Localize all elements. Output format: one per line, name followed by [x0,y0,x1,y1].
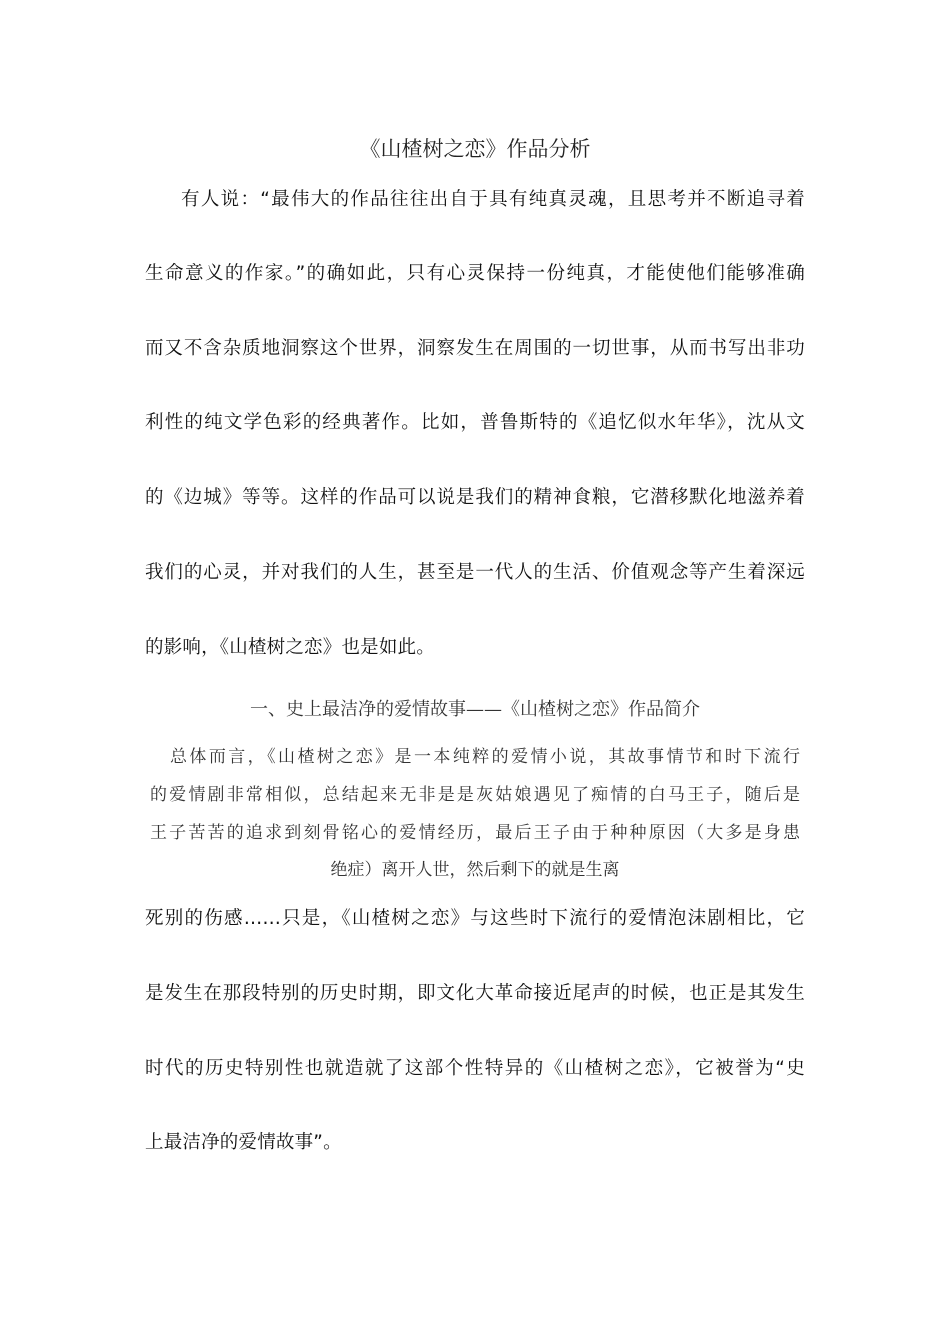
document-title: 《山楂树之恋》作品分析 [359,137,591,161]
intro-line: 利性的纯文学色彩的经典著作。比如，普鲁斯特的《追忆似水年华》，沈从文 [145,412,805,433]
continuation-line: 上最洁净的爱情故事”。 [145,1132,342,1153]
intro-line: 的影响，《山楂树之恋》也是如此。 [145,637,435,658]
intro-line: 有人说：“最伟大的作品往往出自于具有纯真灵魂，且思考并不断追寻着 [181,189,805,210]
intro-line: 而又不含杂质地洞察这个世界，洞察发生在周围的一切世事，从而书写出非功 [145,338,805,359]
intro-line: 的《边城》等等。这样的作品可以说是我们的精神食粮，它潜移默化地滋养着 [145,487,805,508]
section-line: 的爱情剧非常相似，总结起来无非是是灰姑娘遇见了痴情的白马王子，随后是 [150,785,800,805]
section-line: 总体而言，《山楂树之恋》是一本纯粹的爱情小说，其故事情节和时下流行 [170,747,800,767]
section-line: 绝症）离开人世，然后剩下的就是生离 [330,860,620,880]
continuation-line: 时代的历史特别性也就造就了这部个性特异的《山楂树之恋》，它被誉为“史 [145,1058,805,1079]
intro-line: 我们的心灵，并对我们的人生，甚至是一代人的生活、价值观念等产生着深远 [145,562,805,583]
continuation-line: 死别的伤感……只是，《山楂树之恋》与这些时下流行的爱情泡沫剧相比，它 [145,908,805,929]
section-line: 王子苦苦的追求到刻骨铭心的爱情经历，最后王子由于种种原因（大多是身患 [150,823,800,843]
section-heading: 一、史上最洁净的爱情故事——《山楂树之恋》作品简介 [250,699,700,720]
intro-line: 生命意义的作家。”的确如此，只有心灵保持一份纯真，才能使他们能够准确 [145,263,805,284]
continuation-line: 是发生在那段特别的历史时期，即文化大革命接近尾声的时候，也正是其发生 [145,983,805,1004]
